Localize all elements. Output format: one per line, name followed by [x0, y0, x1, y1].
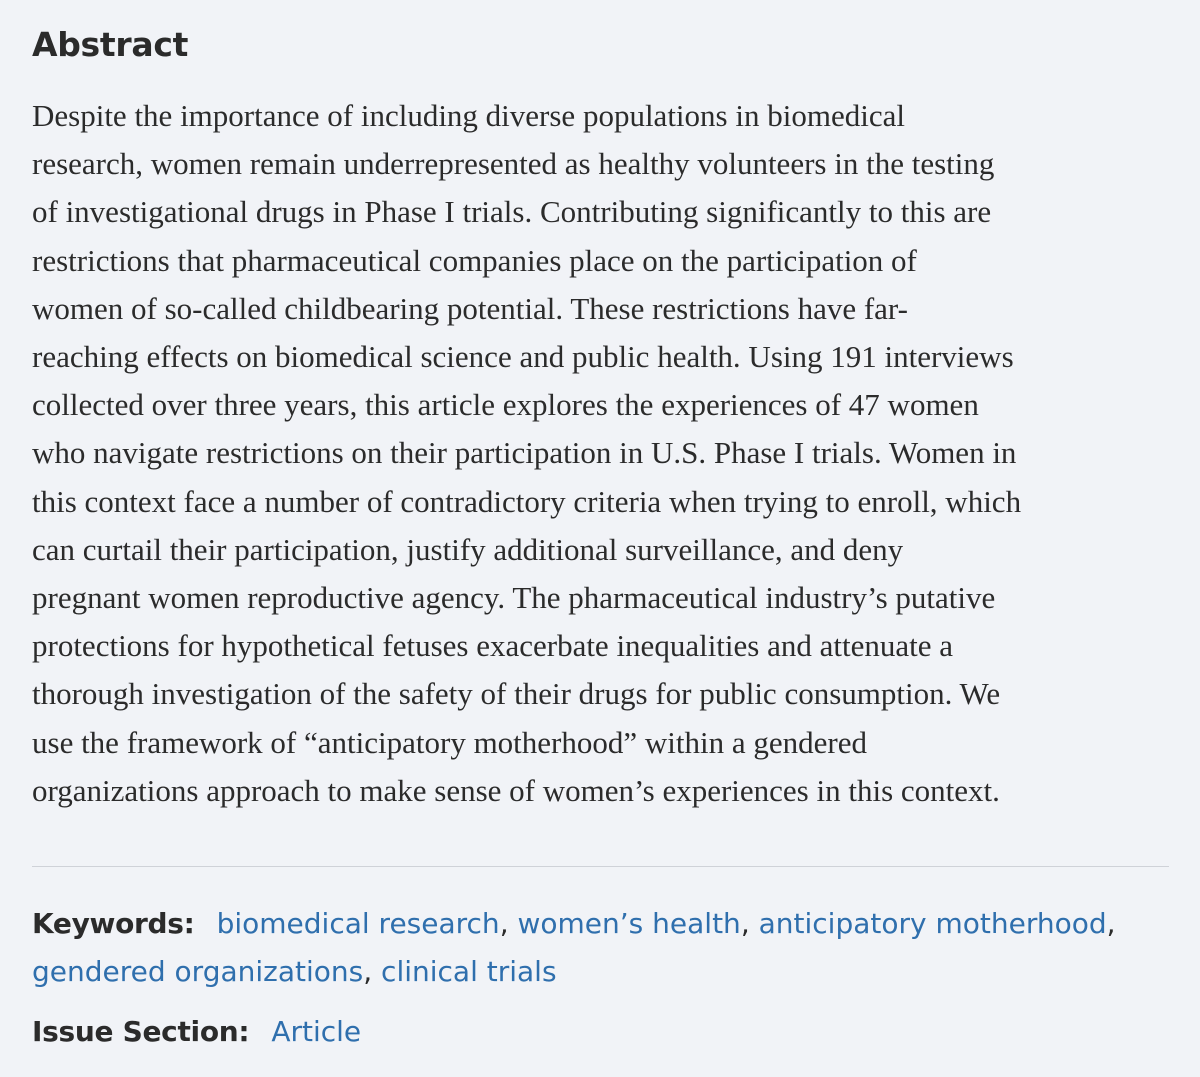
- keywords-label: Keywords:: [32, 907, 195, 940]
- keyword-link-biomedical-research[interactable]: biomedical research: [216, 907, 500, 940]
- section-divider: [32, 866, 1169, 867]
- article-metadata: [32, 900, 1182, 1056]
- keyword-separator: ,: [363, 955, 373, 988]
- keyword-link-anticipatory-motherhood[interactable]: anticipatory motherhood: [758, 907, 1107, 940]
- abstract-body: Despite the importance of including diverse populations in biomedical research, women remain underrepresented as healthy volunteers in the testing of investigational drugs in Phase I trials. Contributing significantly to this are restrictions that pharmaceutical companies place on the participation of women of so-called childbearing potential. These restrictions have far- reaching effects on biomedical science and public health. Using 191 interviews collected over three years, this article explores the experiences of 47 women who navigate restrictions on their participation in U.S. Phase I trials. Women in this context face a number of contradictory criteria when trying to enroll, which can curtail their participation, justify additional surveillance, and deny pregnant women reproductive agency. The pharmaceutical industry’s putative protections for hypothetical fetuses exacerbate inequalities and attenuate a thorough investigation of the safety of their drugs for public consumption. We use the framework of “anticipatory motherhood” within a gendered organizations approach to make sense of women’s experiences in this context.: [32, 98, 1022, 808]
- keyword-link-clinical-trials[interactable]: clinical trials: [381, 955, 557, 988]
- issue-section-label: Issue Section:: [32, 1015, 250, 1048]
- keyword-link-gendered-organizations[interactable]: gendered organizations: [32, 955, 364, 988]
- keyword-separator: ,: [1106, 907, 1116, 940]
- keyword-link-womens-health[interactable]: women’s health: [517, 907, 741, 940]
- issue-section-row: [32, 1008, 1182, 1056]
- keyword-separator: ,: [740, 907, 750, 940]
- keywords-row: [32, 900, 1182, 996]
- abstract-heading: Abstract: [32, 25, 189, 64]
- issue-section-link[interactable]: Article: [271, 1015, 362, 1048]
- keyword-separator: ,: [499, 907, 509, 940]
